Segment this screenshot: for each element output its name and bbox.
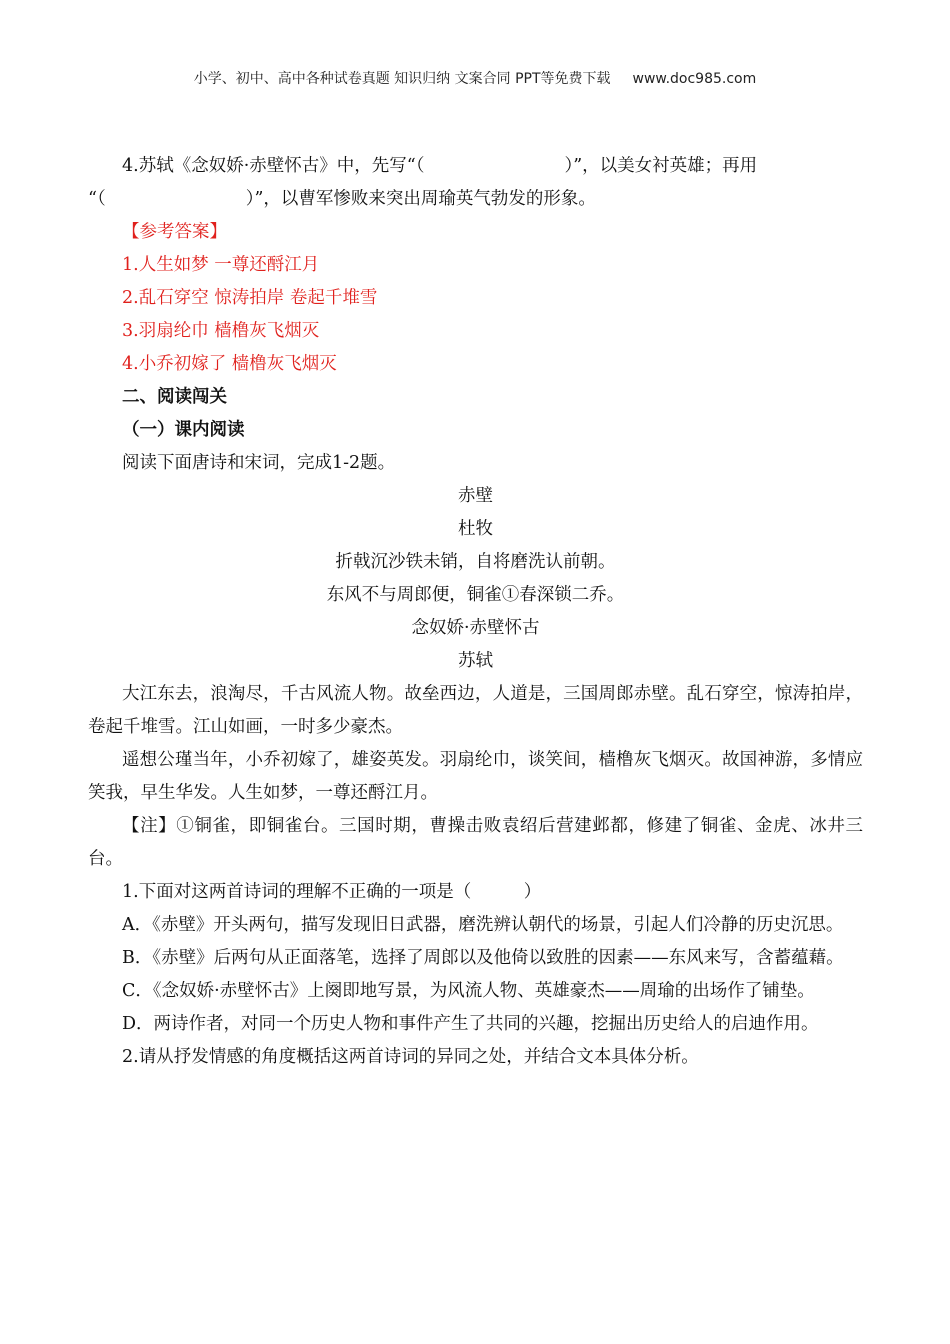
poem1-title: 赤壁 — [458, 486, 493, 506]
page-header — [0, 68, 950, 88]
header-text: 小学、初中、高中各种试卷真题 知识归纳 文案合同 PPT等免费下载 — [193, 71, 611, 87]
section-subtitle: （一）课内阅读 — [122, 420, 245, 440]
answer-item: 3.羽扇纶巾 樯橹灰飞烟灭 — [122, 321, 320, 341]
section-title: 二、阅读闯关 — [122, 387, 227, 407]
poem2-title: 念奴娇·赤壁怀古 — [411, 618, 540, 638]
answer-title: 【参考答案】 — [122, 222, 227, 242]
question-1-option-d: D．两诗作者，对同一个历史人物和事件产生了共同的兴趣，挖掘出历史给人的启迪作用。 — [122, 1014, 819, 1034]
answer-item: 2.乱石穿空 惊涛拍岸 卷起千堆雪 — [122, 288, 378, 308]
question-4-line-2: “（ ）”，以曹军惨败来突出周瑜英气勃发的形象。 — [88, 189, 596, 209]
answer-item: 1.人生如梦 一尊还酹江月 — [122, 255, 320, 275]
document-body — [88, 150, 863, 1074]
footnote: 【注】①铜雀，即铜雀台。三国时期，曹操击败袁绍后营建邺都，修建了铜雀、金虎、冰井三台。 — [88, 816, 863, 869]
poem1-author: 杜牧 — [458, 519, 493, 539]
answer-item: 4.小乔初嫁了 樯橹灰飞烟灭 — [122, 354, 337, 374]
question-1-option-c: C．《念奴娇·赤壁怀古》上阕即地写景，为风流人物、英雄豪杰——周瑜的出场作了铺垫。 — [122, 981, 815, 1001]
poem2-paragraph-1: 大江东去，浪淘尽，千古风流人物。故垒西边，人道是，三国周郎赤壁。乱石穿空，惊涛拍岸，卷起千堆雪。江山如画，一时多少豪杰。 — [88, 684, 863, 737]
poem2-author: 苏轼 — [458, 651, 493, 671]
question-1-stem: 1.下面对这两首诗词的理解不正确的一项是（ ） — [122, 882, 542, 902]
section-instruction: 阅读下面唐诗和宋词，完成1-2题。 — [122, 453, 396, 473]
poem1-line: 折戟沉沙铁未销，自将磨洗认前朝。 — [335, 552, 616, 572]
question-4-line-1: 4.苏轼《念奴娇·赤壁怀古》中，先写“（ ）”，以美女衬英雄；再用 — [122, 156, 758, 176]
poem2-paragraph-2: 遥想公瑾当年，小乔初嫁了，雄姿英发。羽扇纶巾，谈笑间，樯橹灰飞烟灭。故国神游，多情应笑我，早生华发。人生如梦，一尊还酹江月。 — [88, 750, 863, 803]
header-url[interactable]: www.doc985.com — [632, 71, 757, 87]
question-1-option-b: B．《赤壁》后两句从正面落笔，选择了周郎以及他倚以致胜的因素——东风来写，含蓄蕴藉。 — [122, 948, 844, 968]
question-2-stem: 2.请从抒发情感的角度概括这两首诗词的异同之处，并结合文本具体分析。 — [122, 1047, 699, 1067]
poem1-line: 东风不与周郎便，铜雀①春深锁二乔。 — [326, 585, 625, 605]
question-1-option-a: A．《赤壁》开头两句，描写发现旧日武器，磨洗辨认朝代的场景，引起人们冷静的历史沉思。 — [122, 915, 844, 935]
